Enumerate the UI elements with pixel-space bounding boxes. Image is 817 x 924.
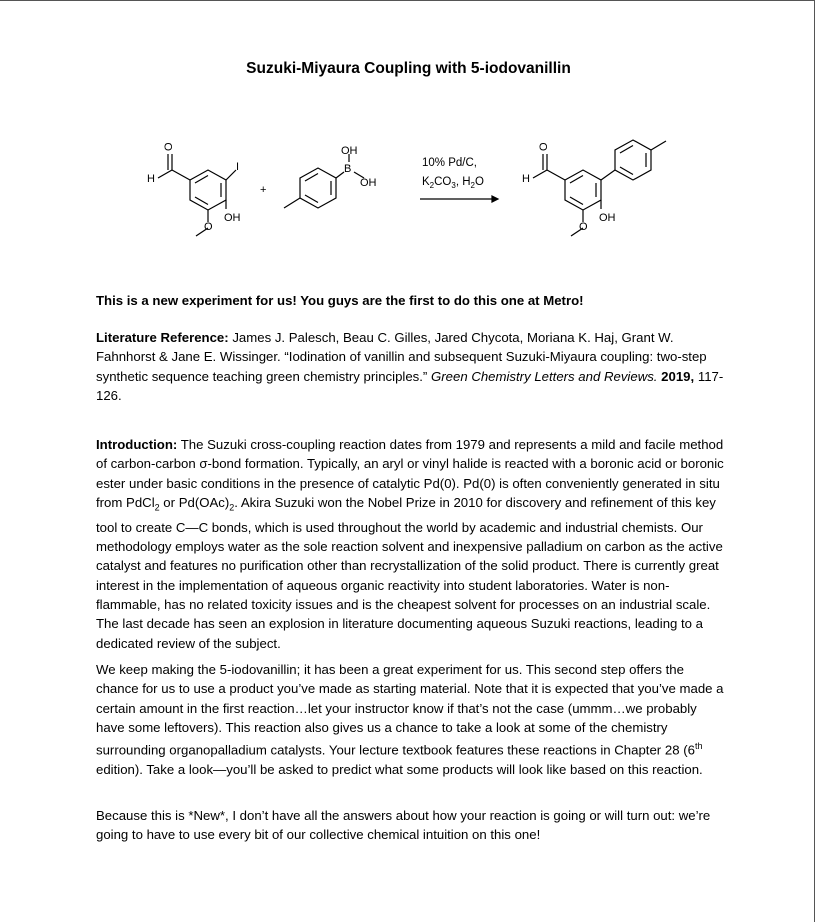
reference-article-title: “Iodination of vanillin and subsequent Suzuki-Miyaura coupling: two-step synthetic sequence teaching green chemistry principles.” <box>96 349 707 384</box>
reference-pages: 117-126. <box>96 368 724 403</box>
conditions-line-1: 10% Pd/C, <box>422 157 477 169</box>
atom-o-carbonyl: O <box>163 142 175 151</box>
product-atom-o-carbonyl: O <box>538 142 550 151</box>
product-atom-o-methoxy: O <box>579 221 588 233</box>
reference-authors: James J. Palesch, Beau C. Gilles, Jared Chycota, Moriana K. Haj, Grant W. Fahnhorst & Jane E. Wissinger. <box>96 330 674 365</box>
introduction-label: Introduction: <box>96 437 178 452</box>
reference-year: 2019, <box>661 368 695 384</box>
reference-label: Literature Reference: <box>96 330 229 345</box>
plus-sign: + <box>260 184 267 196</box>
new-experiment-notice: This is a new experiment for us! You guys are the first to do this one at Metro! <box>96 293 584 308</box>
reaction-scheme <box>120 132 720 252</box>
atom-iodine: I <box>236 161 240 173</box>
introduction-text-1: The Suzuki cross-coupling reaction dates from 1979 and represents a mild and facile method of carbon-carbon σ-bond formation. Typically, an aryl or vinyl halide is reacted with a boronic acid or boronic ester under basic conditions in the presence of catalytic Pd(0). Pd(0) is often conveniently generated in situ from PdCl <box>96 437 724 510</box>
atom-oh-right: OH <box>360 177 377 189</box>
literature-reference <box>96 328 726 405</box>
iodovanillin-paragraph: We keep making the 5-iodovanillin; it has been a great experiment for us. This second step offers the chance for us to use a product you’ve made as starting material. Note that it is expected that you’ve made a certain amount in the first reaction…let your instructor know if that’s not the case (ummm…we probably have some leftovers). This reaction also gives us a chance to take a look at some of the chemistry surrounding organopalladium catalysts. Your lecture textbook features these reactions in Chapter 28 (6th edition). Take a look—you’ll be asked to predict what some products will look like based on this reaction. <box>96 662 724 777</box>
new-experiment-paragraph: Because this is *New*, I don’t have all the answers about how your reaction is going or will turn out: we’re going to have to use every bit of our collective chemical intuition on this one! <box>96 808 711 843</box>
introduction-paragraph: Introduction: The Suzuki cross-coupling reaction dates from 1979 and represents a mild and facile method of carbon-carbon σ-bond formation. Typically, an aryl or vinyl halide is reacted with a boronic acid or boronic ester under basic conditions in the presence of catalytic Pd(0). Pd(0) is often conveniently generated in situ from PdCl$_2$ or $Pd(OAc)_2$. Akira Suzuki won the Nobel Prize in 2010 for discovery and refinement of this key tool to create C—C bonds, which is used throughout the world by academic and industrial chemists. Our methodology employs water as the sole reaction solvent and inexpensive palladium on carbon as the active catalyst and features no purification other than recrystallization of the solid product. There is currently great interest in the implementation of aqueous organic reactivity into student laboratories. Water is non-flammable, has no related toxicity issues and is the cheapest solvent for processes on an industrial scale. The last decade has seen an explosion in literature documenting aqueous Suzuki reactions, leading to a dedicated review of the subject. <box>96 437 724 651</box>
product-atom-hydroxyl: OH <box>599 212 616 224</box>
atom-hydroxyl: OH <box>224 212 241 224</box>
atom-o-methoxy: O <box>204 221 213 233</box>
atom-oh-top: OH <box>341 145 358 157</box>
product-atom-h: H <box>522 173 530 185</box>
atom-h-aldehyde: H <box>147 173 155 185</box>
document-title: Suzuki-Miyaura Coupling with 5-iodovanillin <box>246 60 571 77</box>
atom-boron: B <box>344 163 352 175</box>
reference-journal: Green Chemistry Letters and Reviews. <box>431 368 658 384</box>
conditions-line-2: $K_2CO_3$, $H_2O$ <box>422 176 484 190</box>
